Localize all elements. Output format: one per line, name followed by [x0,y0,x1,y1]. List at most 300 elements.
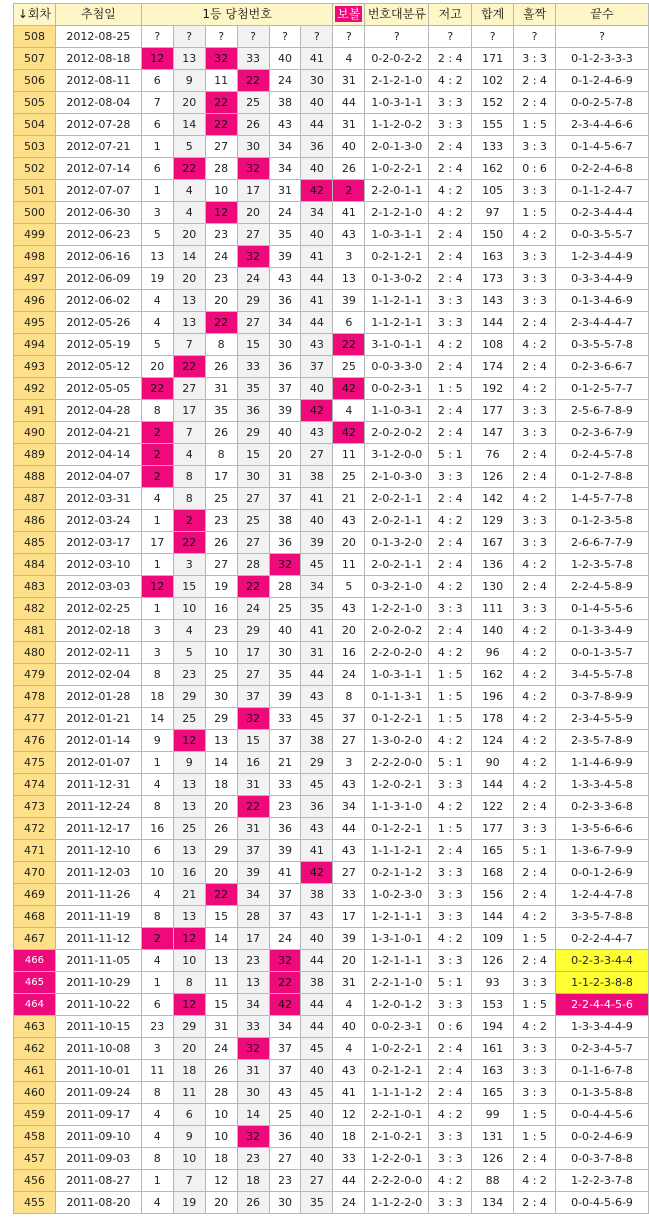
round-cell[interactable]: 473 [14,796,56,818]
endings-cell: 1-3-6-7-9-9 [556,840,649,862]
table-row[interactable] [14,554,649,576]
distribution-cell: 3-1-2-0-0 [365,444,429,466]
table-row[interactable] [14,1038,649,1060]
number-cell: 12 [205,202,237,224]
endings-cell: 2-6-6-7-7-9 [556,532,649,554]
date-cell: 2011-11-12 [55,928,141,950]
round-cell[interactable]: 461 [14,1060,56,1082]
low-high-cell: 1 : 5 [429,664,472,686]
table-row[interactable] [14,290,649,312]
endings-cell: 0-2-3-6-7-9 [556,422,649,444]
table-row[interactable] [14,158,649,180]
sum-cell: 144 [472,774,514,796]
bonus-cell: 33 [333,884,365,906]
bonus-cell: 11 [333,554,365,576]
round-cell[interactable]: 498 [14,246,56,268]
number-cell: 6 [141,114,173,136]
distribution-cell: 0-1-3-2-0 [365,532,429,554]
round-cell[interactable]: 487 [14,488,56,510]
bonus-cell: 39 [333,928,365,950]
table-row[interactable] [14,422,649,444]
number-cell: 27 [237,224,269,246]
number-cell: 34 [269,158,301,180]
lotto-history-panel [13,3,649,1214]
odd-even-cell: 4 : 2 [514,686,556,708]
number-cell: 10 [205,642,237,664]
table-row[interactable] [14,378,649,400]
endings-cell: 2-3-4-5-5-9 [556,708,649,730]
number-cell: 43 [301,422,333,444]
number-cell: 16 [205,598,237,620]
table-row[interactable] [14,334,649,356]
number-cell: 44 [301,950,333,972]
bonus-cell: 4 [333,48,365,70]
endings-cell: 1-3-5-6-6-6 [556,818,649,840]
table-row[interactable] [14,994,649,1016]
low-high-cell: 3 : 3 [429,290,472,312]
number-cell: 41 [301,840,333,862]
round-cell[interactable]: 467 [14,928,56,950]
table-row[interactable] [14,488,649,510]
odd-even-cell: ? [514,26,556,48]
number-cell: 32 [205,48,237,70]
round-cell[interactable]: 495 [14,312,56,334]
number-cell: 16 [237,752,269,774]
number-cell: 45 [301,1038,333,1060]
round-cell[interactable]: 465 [14,972,56,994]
low-high-cell: 1 : 5 [429,818,472,840]
distribution-cell: 2-0-2-1-1 [365,488,429,510]
odd-even-cell: 3 : 3 [514,532,556,554]
table-row[interactable] [14,928,649,950]
table-row[interactable] [14,136,649,158]
number-cell: 43 [269,268,301,290]
number-cell: 4 [141,1126,173,1148]
distribution-cell: 1-0-3-1-1 [365,664,429,686]
table-row[interactable] [14,312,649,334]
number-cell: 39 [237,862,269,884]
sum-cell: 163 [472,246,514,268]
number-cell: 10 [205,180,237,202]
number-cell: 35 [301,1192,333,1214]
odd-even-cell: 2 : 4 [514,950,556,972]
odd-even-cell: 4 : 2 [514,334,556,356]
date-cell: 2011-10-22 [55,994,141,1016]
distribution-cell: 2-0-2-1-1 [365,554,429,576]
odd-even-cell: 4 : 2 [514,642,556,664]
round-cell[interactable]: 497 [14,268,56,290]
round-cell[interactable]: 483 [14,576,56,598]
number-cell: 13 [205,730,237,752]
bonus-cell: 31 [333,114,365,136]
table-row[interactable] [14,1104,649,1126]
number-cell: 1 [141,180,173,202]
endings-cell: 0-1-3-3-4-9 [556,620,649,642]
date-cell: 2012-06-09 [55,268,141,290]
number-cell: 35 [301,598,333,620]
table-row[interactable] [14,840,649,862]
sum-cell: 174 [472,356,514,378]
table-row[interactable] [14,268,649,290]
number-cell: 29 [237,422,269,444]
table-row[interactable] [14,642,649,664]
number-cell: 4 [173,620,205,642]
number-cell: 30 [269,334,301,356]
table-row[interactable] [14,26,649,48]
number-cell: 38 [301,466,333,488]
round-cell[interactable]: 488 [14,466,56,488]
number-cell: 32 [237,1126,269,1148]
table-row[interactable] [14,400,649,422]
number-cell: 31 [237,774,269,796]
round-cell[interactable]: 507 [14,48,56,70]
number-cell: 13 [205,950,237,972]
distribution-cell: 1-0-3-1-1 [365,92,429,114]
round-cell[interactable]: 470 [14,862,56,884]
number-cell: 28 [205,158,237,180]
round-cell[interactable]: 460 [14,1082,56,1104]
endings-cell: 1-3-3-4-4-9 [556,1016,649,1038]
number-cell: 28 [237,554,269,576]
table-row[interactable] [14,92,649,114]
round-cell[interactable]: 462 [14,1038,56,1060]
table-row[interactable] [14,708,649,730]
sum-cell: 124 [472,730,514,752]
date-cell: 2011-08-20 [55,1192,141,1214]
distribution-cell: 1-3-0-2-0 [365,730,429,752]
number-cell: 18 [237,1170,269,1192]
endings-cell: 0-1-3-5-8-8 [556,1082,649,1104]
table-row[interactable] [14,620,649,642]
round-cell[interactable]: 466 [14,950,56,972]
round-cell[interactable]: 469 [14,884,56,906]
number-cell: 2 [141,444,173,466]
table-row[interactable] [14,906,649,928]
odd-even-cell: 4 : 2 [514,1170,556,1192]
endings-cell: 3-3-5-7-8-8 [556,906,649,928]
number-cell: 23 [205,510,237,532]
table-row[interactable] [14,774,649,796]
round-cell[interactable]: 481 [14,620,56,642]
low-high-cell: 1 : 5 [429,378,472,400]
number-cell: 12 [141,576,173,598]
table-row[interactable] [14,576,649,598]
round-cell[interactable]: 493 [14,356,56,378]
bonus-cell: 31 [333,70,365,92]
date-cell: 2011-10-15 [55,1016,141,1038]
round-cell[interactable]: 484 [14,554,56,576]
number-cell: 27 [237,312,269,334]
main-numbers-header: 1등 당첨번호 [141,4,333,26]
round-cell[interactable]: 457 [14,1148,56,1170]
round-cell[interactable]: 500 [14,202,56,224]
lotto-results-table [13,3,649,1214]
number-cell: 24 [237,598,269,620]
table-row[interactable] [14,884,649,906]
round-cell[interactable]: 475 [14,752,56,774]
table-row[interactable] [14,70,649,92]
round-cell[interactable]: 468 [14,906,56,928]
number-cell: 9 [173,1126,205,1148]
table-row[interactable] [14,180,649,202]
endings-cell: 1-2-3-5-7-8 [556,554,649,576]
date-cell: 2012-06-30 [55,202,141,224]
round-cell[interactable]: 485 [14,532,56,554]
low-high-cell: 2 : 4 [429,422,472,444]
sum-cell: 126 [472,1148,514,1170]
round-cell[interactable]: 499 [14,224,56,246]
table-row[interactable] [14,752,649,774]
low-high-cell: 2 : 4 [429,1082,472,1104]
number-cell: 4 [173,180,205,202]
table-row[interactable] [14,862,649,884]
round-cell[interactable]: 489 [14,444,56,466]
round-cell[interactable]: 502 [14,158,56,180]
sum-cell: 171 [472,48,514,70]
round-cell[interactable]: 504 [14,114,56,136]
number-cell: 20 [205,862,237,884]
number-cell: 26 [205,422,237,444]
low-high-cell: 2 : 4 [429,840,472,862]
sum-cell: 130 [472,576,514,598]
endings-cell: 3-4-5-5-7-8 [556,664,649,686]
number-cell: 13 [141,246,173,268]
bonus-cell: 12 [333,1104,365,1126]
table-row[interactable] [14,972,649,994]
number-cell: 41 [269,862,301,884]
number-cell: 43 [301,906,333,928]
round-cell[interactable]: 486 [14,510,56,532]
bonus-cell: 4 [333,1038,365,1060]
table-row[interactable] [14,532,649,554]
number-cell: 38 [301,972,333,994]
round-cell[interactable]: 476 [14,730,56,752]
endings-cell: 0-3-3-4-4-9 [556,268,649,290]
number-cell: 33 [237,1016,269,1038]
round-header-sort[interactable]: ↓회차 [14,4,56,26]
odd-even-cell: 4 : 2 [514,664,556,686]
sum-cell: 150 [472,224,514,246]
bonus-cell: 40 [333,136,365,158]
round-cell[interactable]: 478 [14,686,56,708]
table-row[interactable] [14,510,649,532]
round-cell[interactable]: 464 [14,994,56,1016]
round-cell[interactable]: 480 [14,642,56,664]
distribution-cell: 2-2-1-0-1 [365,1104,429,1126]
number-cell: 22 [237,576,269,598]
number-cell: ? [301,26,333,48]
date-cell: 2012-03-24 [55,510,141,532]
number-cell: 22 [173,532,205,554]
sum-cell: 93 [472,972,514,994]
date-cell: 2012-08-18 [55,48,141,70]
number-cell: 20 [173,224,205,246]
distribution-cell: 0-0-2-3-1 [365,378,429,400]
endings-cell: 0-1-2-5-7-7 [556,378,649,400]
bonus-cell: 43 [333,510,365,532]
round-cell[interactable]: 463 [14,1016,56,1038]
odd-even-cell: 2 : 4 [514,70,556,92]
odd-even-cell: 4 : 2 [514,906,556,928]
date-cell: 2012-06-23 [55,224,141,246]
round-cell[interactable]: 482 [14,598,56,620]
number-cell: 43 [301,334,333,356]
number-cell: 22 [205,114,237,136]
number-cell: 7 [141,92,173,114]
round-cell[interactable]: 459 [14,1104,56,1126]
number-cell: 13 [173,290,205,312]
low-high-cell: 3 : 3 [429,906,472,928]
round-cell[interactable]: 494 [14,334,56,356]
table-row[interactable] [14,598,649,620]
number-cell: 19 [141,268,173,290]
round-cell[interactable]: 501 [14,180,56,202]
number-cell: 40 [301,1060,333,1082]
low-high-cell: 4 : 2 [429,730,472,752]
number-cell: 39 [269,400,301,422]
number-cell: 8 [205,334,237,356]
number-cell: 27 [301,444,333,466]
number-cell: 40 [301,1126,333,1148]
round-cell[interactable]: 505 [14,92,56,114]
table-row[interactable] [14,202,649,224]
table-row[interactable] [14,796,649,818]
number-cell: 33 [269,708,301,730]
number-cell: 23 [237,1148,269,1170]
table-row[interactable] [14,466,649,488]
table-row[interactable] [14,246,649,268]
round-cell[interactable]: 506 [14,70,56,92]
odd-even-cell: 2 : 4 [514,1148,556,1170]
endings-cell: 2-3-4-4-4-7 [556,312,649,334]
number-cell: 30 [237,136,269,158]
number-cell: 2 [141,928,173,950]
low-high-cell: 3 : 3 [429,774,472,796]
number-cell: 27 [205,554,237,576]
number-cell: 42 [301,400,333,422]
odd-even-cell: 2 : 4 [514,312,556,334]
number-cell: 10 [141,862,173,884]
date-cell: 2011-12-31 [55,774,141,796]
distribution-cell: 2-2-2-0-0 [365,1170,429,1192]
distribution-cell: 1-0-2-2-1 [365,1038,429,1060]
sum-cell: 152 [472,92,514,114]
low-high-cell: 4 : 2 [429,642,472,664]
round-cell[interactable]: 503 [14,136,56,158]
odd-even-cell: 3 : 3 [514,1060,556,1082]
round-cell[interactable]: 496 [14,290,56,312]
number-cell: 17 [237,642,269,664]
table-row[interactable] [14,1192,649,1214]
sum-cell: 156 [472,884,514,906]
distribution-cell: 3-1-0-1-1 [365,334,429,356]
number-cell: 25 [269,598,301,620]
round-cell[interactable]: 474 [14,774,56,796]
number-cell: 13 [173,906,205,928]
number-cell: 43 [301,818,333,840]
number-cell: 36 [237,400,269,422]
number-cell: 6 [141,840,173,862]
number-cell: 13 [173,840,205,862]
sum-cell: ? [472,26,514,48]
table-row[interactable] [14,224,649,246]
round-cell[interactable]: 472 [14,818,56,840]
table-row[interactable] [14,114,649,136]
round-cell[interactable]: 490 [14,422,56,444]
bonus-cell: 40 [333,1016,365,1038]
table-row[interactable] [14,730,649,752]
table-row[interactable] [14,1016,649,1038]
number-cell: 40 [301,92,333,114]
number-cell: 20 [205,290,237,312]
low-high-cell: 4 : 2 [429,510,472,532]
table-row[interactable] [14,1126,649,1148]
table-row[interactable] [14,356,649,378]
round-cell[interactable]: 479 [14,664,56,686]
bonus-cell: 5 [333,576,365,598]
round-cell[interactable]: 456 [14,1170,56,1192]
table-row[interactable] [14,444,649,466]
distribution-cell: 1-1-3-1-0 [365,796,429,818]
table-row[interactable] [14,818,649,840]
round-cell[interactable]: 508 [14,26,56,48]
round-cell[interactable]: 491 [14,400,56,422]
sum-cell: 165 [472,1082,514,1104]
number-cell: 37 [301,356,333,378]
low-high-cell: 4 : 2 [429,796,472,818]
bonus-cell: 25 [333,356,365,378]
number-cell: 20 [205,1192,237,1214]
low-high-cell: 3 : 3 [429,1148,472,1170]
number-cell: 29 [205,840,237,862]
table-row[interactable] [14,1170,649,1192]
table-row[interactable] [14,950,649,972]
number-cell: 1 [141,136,173,158]
odd-even-cell: 4 : 2 [514,730,556,752]
date-header[interactable]: 추첨일 [55,4,141,26]
number-cell: 14 [173,246,205,268]
endings-cell: 1-3-3-4-5-8 [556,774,649,796]
round-cell[interactable]: 477 [14,708,56,730]
number-cell: 2 [141,422,173,444]
date-cell: 2012-06-16 [55,246,141,268]
round-cell[interactable]: 455 [14,1192,56,1214]
round-cell[interactable]: 458 [14,1126,56,1148]
number-cell: 37 [237,840,269,862]
date-cell: 2012-01-14 [55,730,141,752]
table-row[interactable] [14,664,649,686]
round-cell[interactable]: 471 [14,840,56,862]
endings-cell: 2-3-4-4-6-6 [556,114,649,136]
round-cell[interactable]: 492 [14,378,56,400]
number-cell: 23 [173,664,205,686]
low-high-cell: 3 : 3 [429,92,472,114]
low-high-cell: 3 : 3 [429,598,472,620]
endings-cell: 0-2-3-3-4-4 [556,950,649,972]
table-row[interactable] [14,48,649,70]
table-row[interactable] [14,1148,649,1170]
number-cell: 36 [269,532,301,554]
endings-cell: 1-2-4-4-7-8 [556,884,649,906]
table-row[interactable] [14,1082,649,1104]
number-cell: 23 [269,1170,301,1192]
low-high-cell: 2 : 4 [429,400,472,422]
table-row[interactable] [14,686,649,708]
table-row[interactable] [14,1060,649,1082]
number-cell: 20 [237,202,269,224]
number-cell: 12 [141,48,173,70]
bonus-cell: 31 [333,972,365,994]
